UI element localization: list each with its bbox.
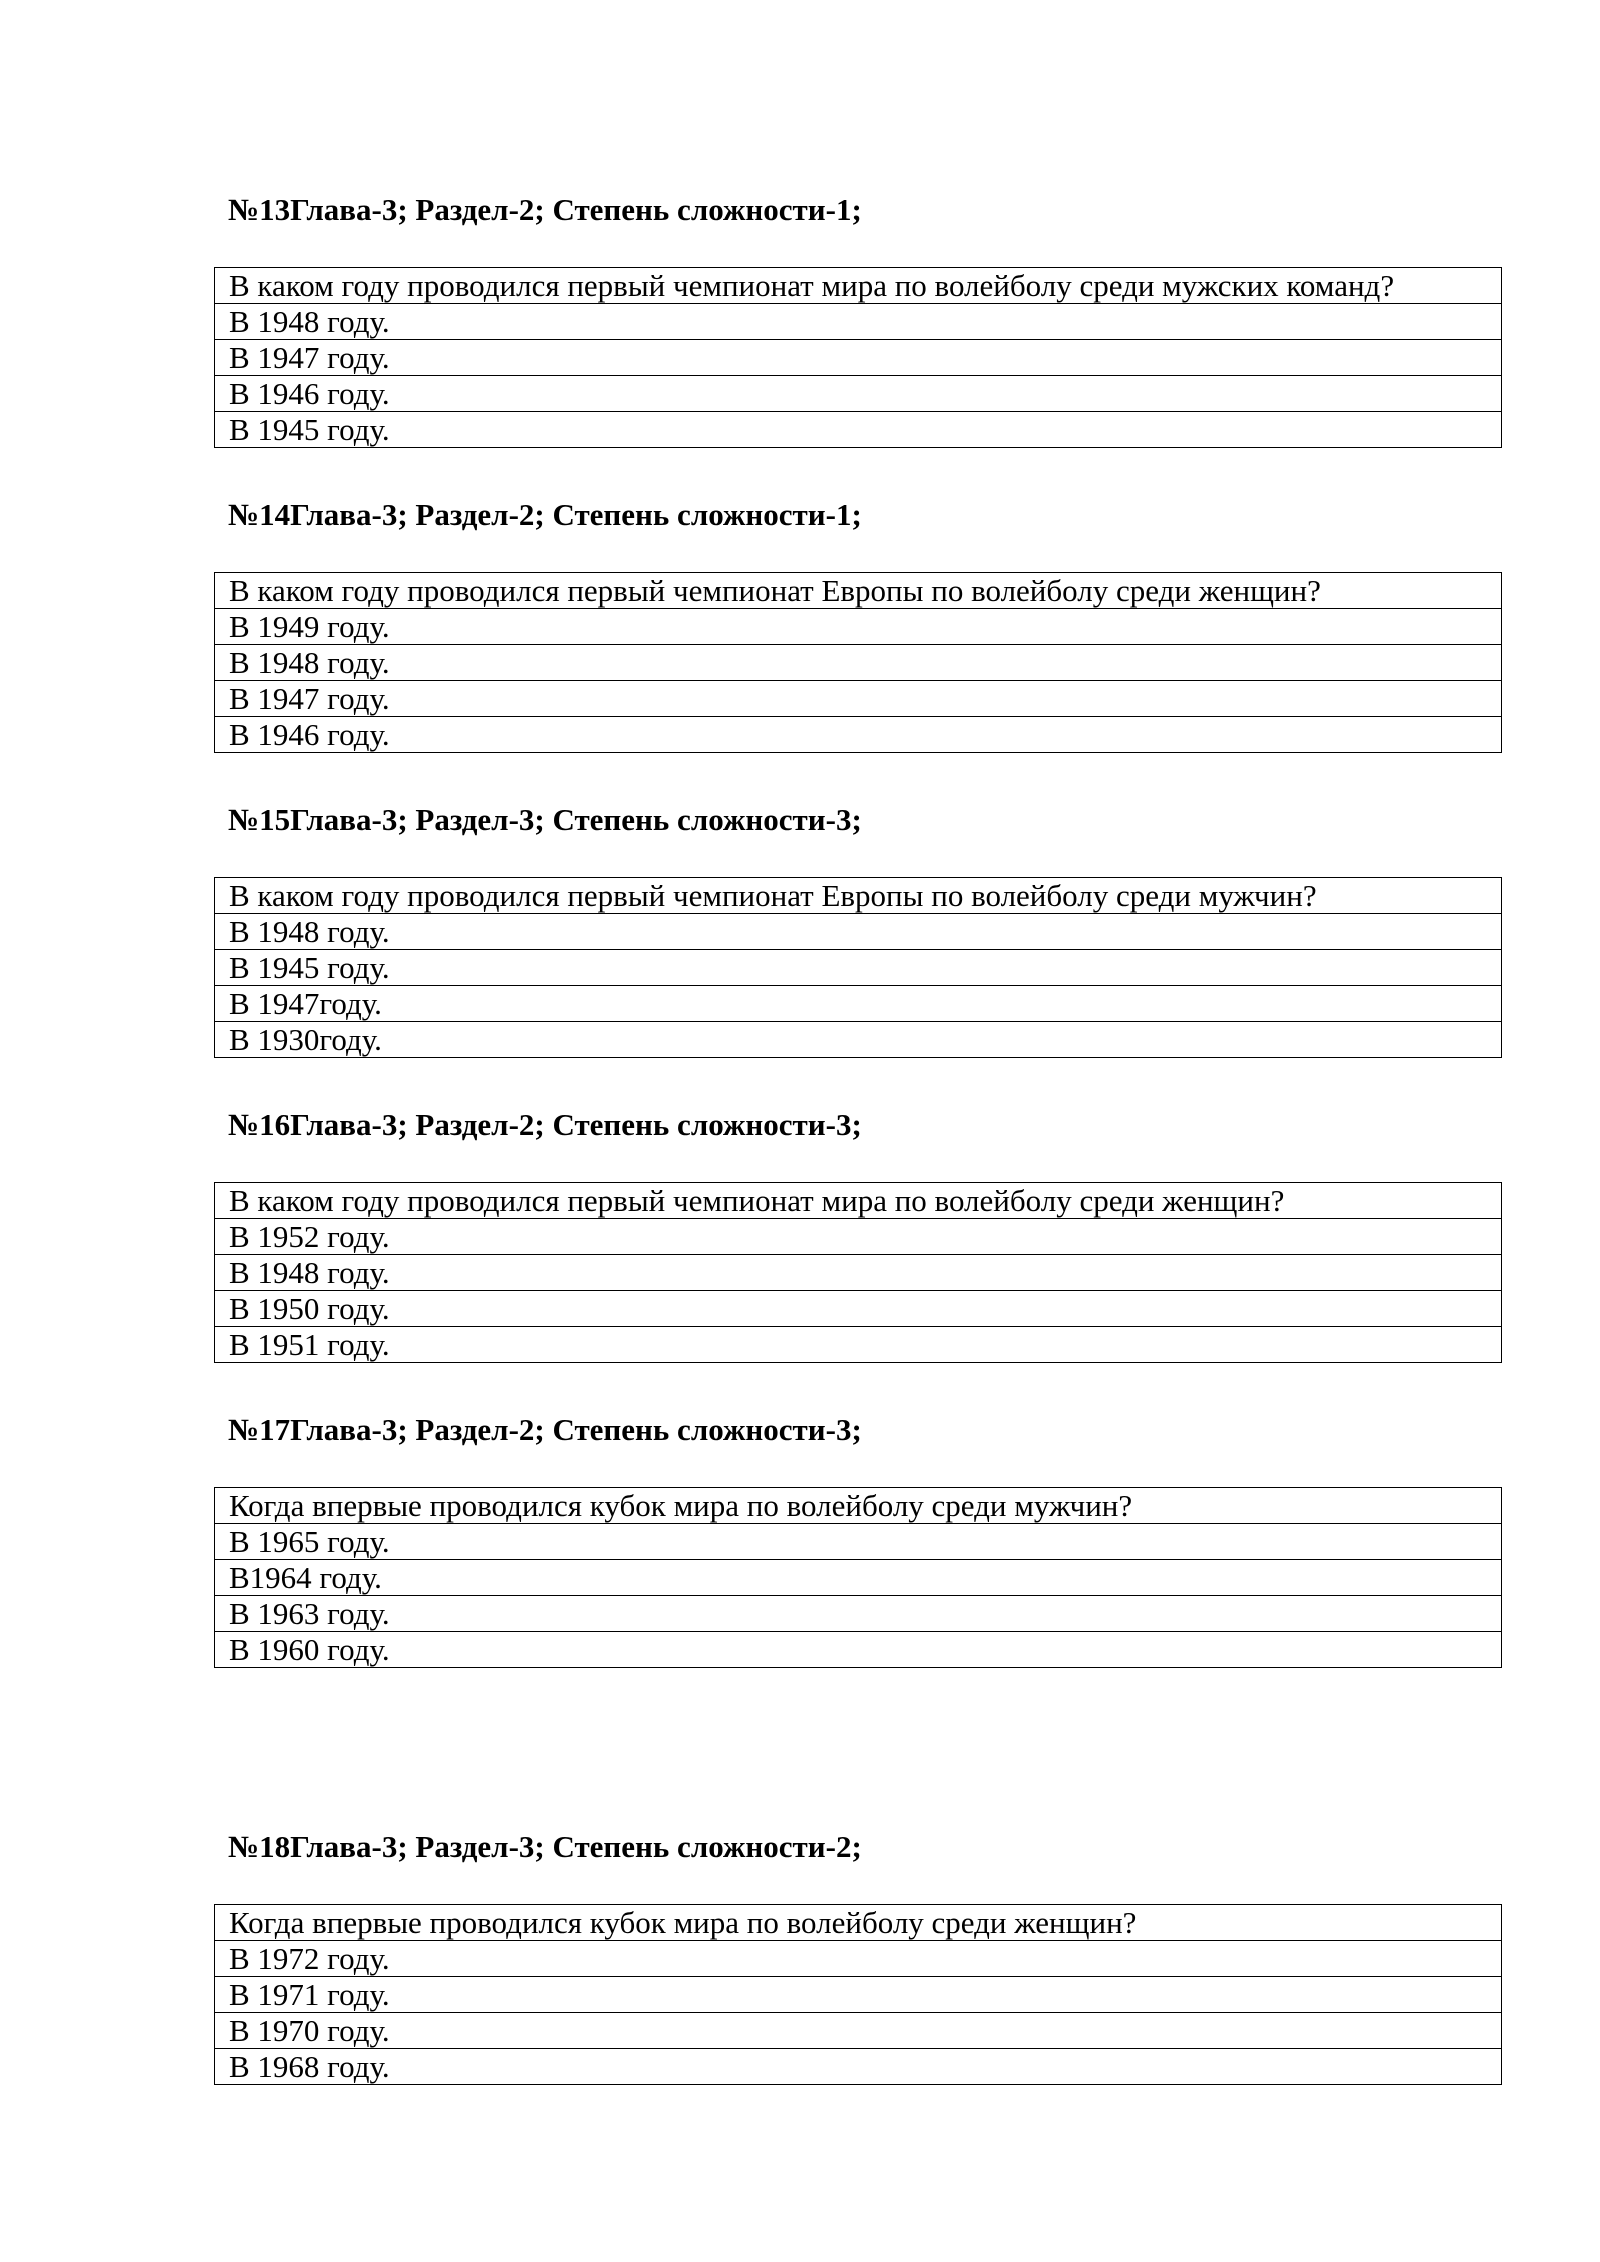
answer-option: В 1947 году.: [215, 340, 1502, 376]
question-table: [214, 572, 1502, 753]
answer-option: В 1963 году.: [215, 1596, 1502, 1632]
answer-option: В 1971 году.: [215, 1977, 1502, 2013]
answer-option: В 1945 году.: [215, 950, 1502, 986]
answer-option: В1964 году.: [215, 1560, 1502, 1596]
question-block-18: [214, 1829, 1502, 2084]
question-block-17: [214, 1412, 1502, 1667]
answer-option: В 1950 году.: [215, 1291, 1502, 1327]
question-heading: №15Глава-3; Раздел-3; Степень сложности-3;: [228, 802, 862, 837]
answer-option: В 1947 году.: [215, 681, 1502, 717]
answer-option: В 1948 году.: [215, 304, 1502, 340]
answer-option: В 1951 году.: [215, 1327, 1502, 1363]
question-heading: №16Глава-3; Раздел-2; Степень сложности-3;: [228, 1107, 862, 1142]
question-text: В каком году проводился первый чемпионат мира по волейболу среди женщин?: [215, 1183, 1502, 1219]
question-heading: №18Глава-3; Раздел-3; Степень сложности-2;: [228, 1829, 862, 1864]
question-table: [214, 267, 1502, 448]
answer-option: В 1948 году.: [215, 645, 1502, 681]
answer-option: В 1946 году.: [215, 376, 1502, 412]
question-block-13: [214, 192, 1502, 447]
answer-option: В 1946 году.: [215, 717, 1502, 753]
question-table: [214, 1182, 1502, 1363]
answer-option: В 1970 году.: [215, 2013, 1502, 2049]
question-text: В каком году проводился первый чемпионат мира по волейболу среди мужских команд?: [215, 268, 1502, 304]
answer-option: В 1948 году.: [215, 1255, 1502, 1291]
question-text: В каком году проводился первый чемпионат Европы по волейболу среди мужчин?: [215, 878, 1502, 914]
answer-option: В 1930году.: [215, 1022, 1502, 1058]
question-table: [214, 1487, 1502, 1668]
question-block-16: [214, 1107, 1502, 1362]
question-text: Когда впервые проводился кубок мира по волейболу среди женщин?: [215, 1905, 1502, 1941]
question-block-14: [214, 497, 1502, 752]
question-heading: №13Глава-3; Раздел-2; Степень сложности-1;: [228, 192, 862, 227]
answer-option: В 1960 году.: [215, 1632, 1502, 1668]
answer-option: В 1972 году.: [215, 1941, 1502, 1977]
answer-option: В 1948 году.: [215, 914, 1502, 950]
question-heading: №14Глава-3; Раздел-2; Степень сложности-1;: [228, 497, 862, 532]
answer-option: В 1952 году.: [215, 1219, 1502, 1255]
answer-option: В 1949 году.: [215, 609, 1502, 645]
question-table: [214, 877, 1502, 1058]
answer-option: В 1968 году.: [215, 2049, 1502, 2085]
question-heading: №17Глава-3; Раздел-2; Степень сложности-3;: [228, 1412, 862, 1447]
question-block-15: [214, 802, 1502, 1057]
question-text: Когда впервые проводился кубок мира по волейболу среди мужчин?: [215, 1488, 1502, 1524]
answer-option: В 1965 году.: [215, 1524, 1502, 1560]
question-table: [214, 1904, 1502, 2085]
question-text: В каком году проводился первый чемпионат Европы по волейболу среди женщин?: [215, 573, 1502, 609]
answer-option: В 1945 году.: [215, 412, 1502, 448]
answer-option: В 1947году.: [215, 986, 1502, 1022]
